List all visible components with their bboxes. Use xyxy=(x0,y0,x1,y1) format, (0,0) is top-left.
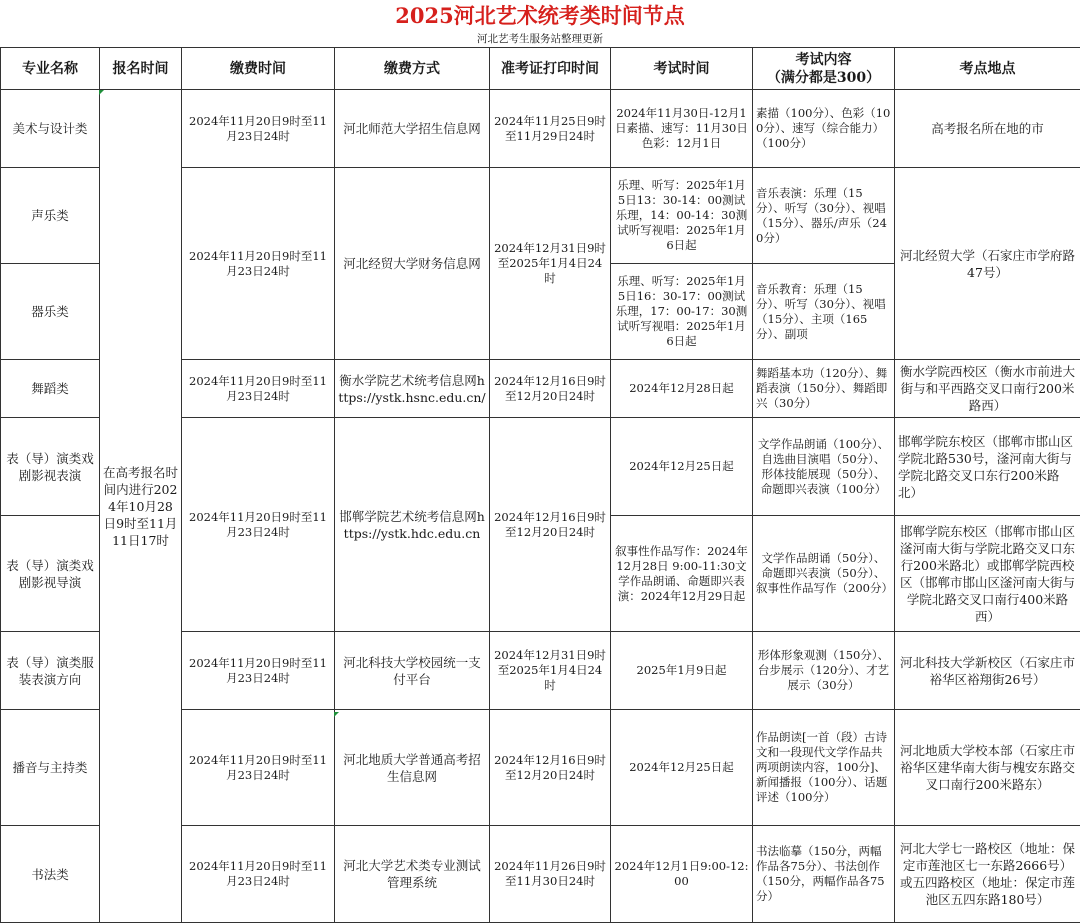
major-cell: 美术与设计类 xyxy=(1,90,100,168)
header-payment-method: 缴费方式 xyxy=(335,48,490,90)
exam-content-cell: 文学作品朗诵（50分）、命题即兴表演（50分）、叙事性作品写作（200分） xyxy=(753,516,895,632)
ticket-print-cell: 2024年12月16日9时至12月20日24时 xyxy=(490,360,611,418)
payment-time-cell: 2024年11月20日9时至11月23日24时 xyxy=(182,632,335,710)
payment-time-cell: 2024年11月20日9时至11月23日24时 xyxy=(182,418,335,632)
header-major: 专业名称 xyxy=(1,48,100,90)
exam-content-cell: 舞蹈基本功（120分）、舞蹈表演（150分）、舞蹈即兴（30分） xyxy=(753,360,895,418)
exam-time-cell: 2024年11月30日-12月1日素描、速写：11月30日色彩：12月1日 xyxy=(611,90,753,168)
header-exam-site: 考点地点 xyxy=(895,48,1080,90)
exam-site-cell: 高考报名所在地的市 xyxy=(895,90,1080,168)
exam-site-cell: 衡水学院西校区（衡水市前进大街与和平西路交叉口南行200米路西） xyxy=(895,360,1080,418)
major-cell: 器乐类 xyxy=(1,264,100,360)
header-ticket-print: 准考证打印时间 xyxy=(490,48,611,90)
major-cell: 播音与主持类 xyxy=(1,710,100,826)
exam-site-cell: 河北地质大学校本部（石家庄市裕华区建华南大街与槐安东路交叉口南行200米路东） xyxy=(895,710,1080,826)
exam-time-cell: 2024年12月25日起 xyxy=(611,710,753,826)
major-cell: 书法类 xyxy=(1,826,100,923)
major-cell: 声乐类 xyxy=(1,168,100,264)
ticket-print-cell: 2024年12月16日9时至12月20日24时 xyxy=(490,710,611,826)
major-cell: 表（导）演类戏剧影视导演 xyxy=(1,516,100,632)
exam-content-cell: 文学作品朗诵（100分）、自选曲目演唱（50分）、形体技能展现（50分）、命题即兴表演（100分） xyxy=(753,418,895,516)
ticket-print-cell: 2024年11月26日9时至11月30日24时 xyxy=(490,826,611,923)
payment-method-cell: 衡水学院艺术统考信息网https://ystk.hsnc.edu.cn/ xyxy=(335,360,490,418)
cell-marker-icon xyxy=(99,90,104,95)
ticket-print-cell: 2024年12月31日9时至2025年1月4日24时 xyxy=(490,168,611,360)
payment-time-cell: 2024年11月20日9时至11月23日24时 xyxy=(182,360,335,418)
exam-site-cell: 河北大学七一路校区（地址：保定市莲池区七一东路2666号）或五四路校区（地址：保定市莲池区五四东路180号） xyxy=(895,826,1080,923)
ticket-print-cell: 2024年12月31日9时至2025年1月4日24时 xyxy=(490,632,611,710)
payment-time-cell: 2024年11月20日9时至11月23日24时 xyxy=(182,168,335,360)
exam-content-cell: 作品朗读[一首（段）古诗文和一段现代文学作品共两项朗读内容，100分]、新闻播报（100分）、话题评述（100分） xyxy=(753,710,895,826)
exam-site-cell: 河北经贸大学（石家庄市学府路47号） xyxy=(895,168,1080,360)
payment-time-cell: 2024年11月20日9时至11月23日24时 xyxy=(182,826,335,923)
page-title: 2025河北艺术统考类时间节点 xyxy=(395,3,685,28)
register-time-cell: 在高考报名时间内进行2024年10月28日9时至11月11日17时 xyxy=(100,90,182,923)
major-cell: 表（导）演类戏剧影视表演 xyxy=(1,418,100,516)
payment-method-cell: 河北科技大学校园统一支付平台 xyxy=(335,632,490,710)
exam-time-cell: 2024年12月28日起 xyxy=(611,360,753,418)
ticket-print-cell: 2024年11月25日9时至11月29日24时 xyxy=(490,90,611,168)
exam-site-cell: 河北科技大学新校区（石家庄市裕华区裕翔街26号） xyxy=(895,632,1080,710)
schedule-table xyxy=(0,47,1080,923)
payment-method-cell: 河北师范大学招生信息网 xyxy=(335,90,490,168)
exam-time-cell: 2024年12月1日9:00-12:00 xyxy=(611,826,753,923)
exam-content-cell: 素描（100分）、色彩（100分）、速写（综合能力）（100分） xyxy=(753,90,895,168)
exam-time-cell: 2024年12月25日起 xyxy=(611,418,753,516)
exam-time-cell: 乐理、听写：2025年1月5日16：30-17：00测试乐理，17：00-17：30测试听写视唱：2025年1月6日起 xyxy=(611,264,753,360)
exam-time-cell: 叙事性作品写作：2024年12月28日 9:00-11:30文学作品朗诵、命题即兴表演：2024年12月29日起 xyxy=(611,516,753,632)
header-register: 报名时间 xyxy=(100,48,182,90)
cell-marker-icon xyxy=(334,712,339,717)
major-cell: 舞蹈类 xyxy=(1,360,100,418)
exam-content-cell: 音乐教育：乐理（15分）、听写（30分）、视唱（15分）、主项（165分）、副项 xyxy=(753,264,895,360)
payment-time-cell: 2024年11月20日9时至11月23日24时 xyxy=(182,90,335,168)
exam-content-cell: 音乐表演：乐理（15分）、听写（30分）、视唱（15分）、器乐/声乐（240分） xyxy=(753,168,895,264)
payment-method-cell: 河北地质大学普通高考招生信息网 xyxy=(335,710,490,826)
header-exam-content: 考试内容 （满分都是300） xyxy=(753,48,895,90)
exam-site-cell: 邯郸学院东校区（邯郸市邯山区滏河南大街与学院北路交叉口东行200米路北）或邯郸学院西校区（邯郸市邯山区滏河南大街与学院北路交叉口南行400米路西） xyxy=(895,516,1080,632)
payment-time-cell: 2024年11月20日9时至11月23日24时 xyxy=(182,710,335,826)
header-row xyxy=(1,48,1080,90)
header-payment-time: 缴费时间 xyxy=(182,48,335,90)
exam-time-cell: 2025年1月9日起 xyxy=(611,632,753,710)
payment-method-cell: 河北经贸大学财务信息网 xyxy=(335,168,490,360)
header-exam-time: 考试时间 xyxy=(611,48,753,90)
exam-site-cell: 邯郸学院东校区（邯郸市邯山区学院北路530号，滏河南大街与学院北路交叉口东行200米路北） xyxy=(895,418,1080,516)
payment-method-cell: 河北大学艺术类专业测试管理系统 xyxy=(335,826,490,923)
exam-time-cell: 乐理、听写：2025年1月5日13：30-14：00测试乐理，14：00-14：30测试听写视唱：2025年1月6日起 xyxy=(611,168,753,264)
exam-content-cell: 书法临摹（150分，两幅作品各75分）、书法创作（150分，两幅作品各75分） xyxy=(753,826,895,923)
major-cell: 表（导）演类服装表演方向 xyxy=(1,632,100,710)
exam-content-cell: 形体形象观测（150分）、台步展示（120分）、才艺展示（30分） xyxy=(753,632,895,710)
ticket-print-cell: 2024年12月16日9时至12月20日24时 xyxy=(490,418,611,632)
table-row xyxy=(1,90,1080,168)
payment-method-cell: 邯郸学院艺术统考信息网https://ystk.hdc.edu.cn xyxy=(335,418,490,632)
page-subtitle: 河北艺考生服务站整理更新 xyxy=(477,33,603,45)
